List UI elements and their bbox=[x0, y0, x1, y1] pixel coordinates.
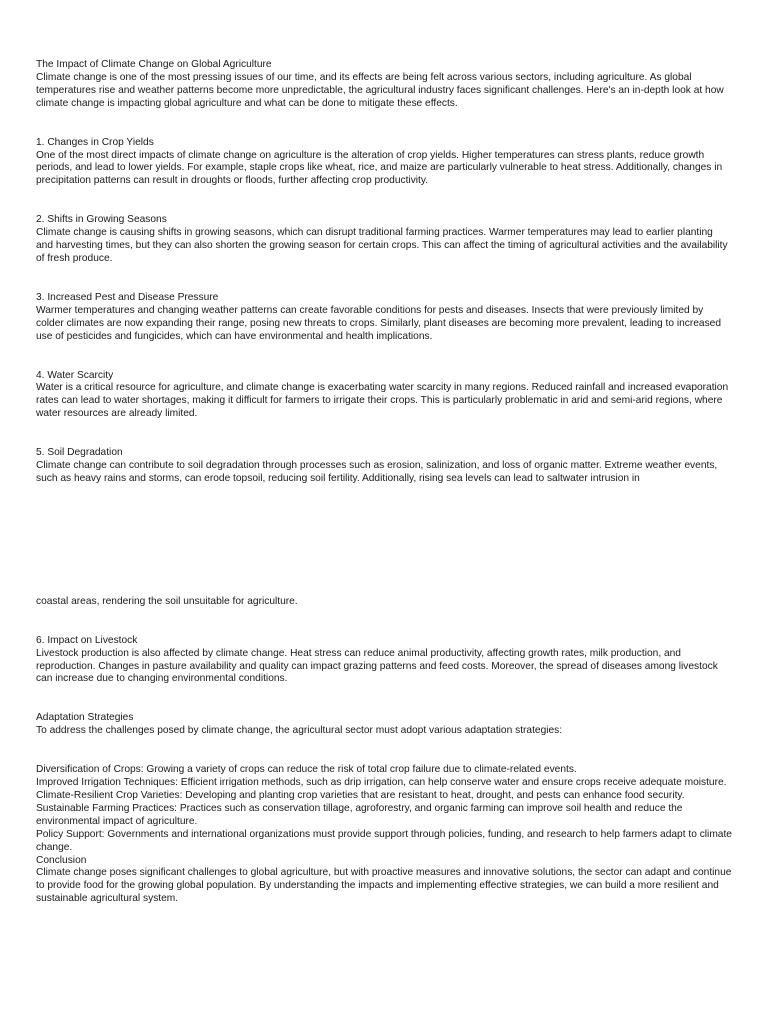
section-heading: 4. Water Scarcity bbox=[36, 369, 114, 381]
section-pest-disease bbox=[36, 292, 732, 344]
section-body: Warmer temperatures and changing weather patterns can create favorable conditions for pests and diseases. Insects that were previously limited by colder climates are now expanding their range, posing new threats to crops. Similarly, plant diseases are becoming more prevalent, leading to increased use of pesticides and fungicides, which can have environmental and health implications. bbox=[36, 304, 722, 342]
section-soil-degradation-continued bbox=[36, 596, 732, 609]
section-water-scarcity bbox=[36, 370, 732, 422]
section-heading: 3. Increased Pest and Disease Pressure bbox=[36, 291, 219, 303]
section-heading: 6. Impact on Livestock bbox=[36, 634, 138, 646]
page-break bbox=[36, 486, 732, 596]
list-item: Policy Support: Governments and international organizations must provide support through policies, funding, and research to help farmers adapt to climate change. bbox=[36, 828, 732, 853]
section-body: Climate change is causing shifts in growing seasons, which can disrupt traditional farming practices. Warmer temperatures may lead to earlier planting and harvesting times, but they can also shorten the growing season for certain crops. This can affect the timing of agricultural activities and the availability of fresh produce. bbox=[36, 227, 728, 264]
section-heading: 2. Shifts in Growing Seasons bbox=[36, 214, 167, 226]
section-adaptation bbox=[36, 712, 732, 738]
document-page bbox=[36, 59, 732, 906]
list-item: Diversification of Crops: Growing a variety of crops can reduce the risk of total crop failure due to climate-related events. bbox=[36, 764, 577, 776]
intro-block bbox=[36, 59, 732, 111]
section-body: One of the most direct impacts of climate change on agriculture is the alteration of crop yields. Higher temperatures can stress plants, reduce growth periods, and lead to lower yields. For example, staple crops like wheat, rice, and maize are particularly vulnerable to heat stress. Additionally, changes in precipitation patterns can result in droughts or floods, further affecting crop productivity. bbox=[36, 149, 723, 187]
section-heading: 1. Changes in Crop Yields bbox=[36, 136, 154, 148]
conclusion-heading: Conclusion bbox=[36, 854, 87, 866]
section-growing-seasons bbox=[36, 214, 732, 266]
section-crop-yields bbox=[36, 137, 732, 189]
section-soil-degradation bbox=[36, 447, 732, 486]
section-livestock bbox=[36, 635, 732, 687]
section-body: Livestock production is also affected by climate change. Heat stress can reduce animal productivity, affecting growth rates, milk production, and reproduction. Changes in pasture availability and quality can impact grazing patterns and feed costs. Moreover, the spread of diseases among livestock can increase due to changing environmental conditions. bbox=[36, 647, 718, 685]
document-title: The Impact of Climate Change on Global Agriculture bbox=[36, 59, 272, 70]
section-body: To address the challenges posed by climate change, the agricultural sector must adopt various adaptation strategies: bbox=[36, 725, 563, 737]
list-item: Improved Irrigation Techniques: Efficient irrigation methods, such as drip irrigation, can help conserve water and ensure crops receive adequate moisture. bbox=[36, 777, 727, 789]
list-item: Climate-Resilient Crop Varieties: Developing and planting crop varieties that are resistant to heat, drought, and pests can enhance food security. bbox=[36, 790, 685, 801]
section-body: Climate change can contribute to soil degradation through processes such as erosion, salinization, and loss of organic matter. Extreme weather events, such as heavy rains and storms, can erode topsoil, reducing soil fertility. Additionally, rising sea levels can lead to saltwater intrusion in bbox=[36, 460, 718, 484]
list-item: Sustainable Farming Practices: Practices such as conservation tillage, agroforestry, and organic farming can improve soil health and reduce the environmental impact of agriculture. bbox=[36, 802, 683, 827]
section-body-continued: coastal areas, rendering the soil unsuitable for agriculture. bbox=[36, 595, 298, 607]
intro-paragraph: Climate change is one of the most pressing issues of our time, and its effects are being felt across various sectors, including agriculture. As global temperatures rise and weather patterns become more unpredictable, the agricultural industry faces significant challenges. Here's an in-depth look at how climate change is impacting global agriculture and what can be done to mitigate these effects. bbox=[36, 71, 724, 109]
section-heading: Adaptation Strategies bbox=[36, 712, 134, 724]
section-body: Water is a critical resource for agriculture, and climate change is exacerbating water scarcity in many regions. Reduced rainfall and increased evaporation rates can lead to water shortages, making it difficult for farmers to irrigate their crops. This is particularly problematic in arid and semi-arid regions, where water resources are already limited. bbox=[36, 382, 729, 420]
section-heading: 5. Soil Degradation bbox=[36, 447, 123, 459]
conclusion-body: Climate change poses significant challenges to global agriculture, but with proactive measures and innovative solutions, the sector can adapt and continue to provide food for the growing global population. By understanding the impacts and implementing effective strategies, we can build a more resilient and sustainable agricultural system. bbox=[36, 867, 732, 905]
adaptation-list bbox=[36, 764, 732, 906]
